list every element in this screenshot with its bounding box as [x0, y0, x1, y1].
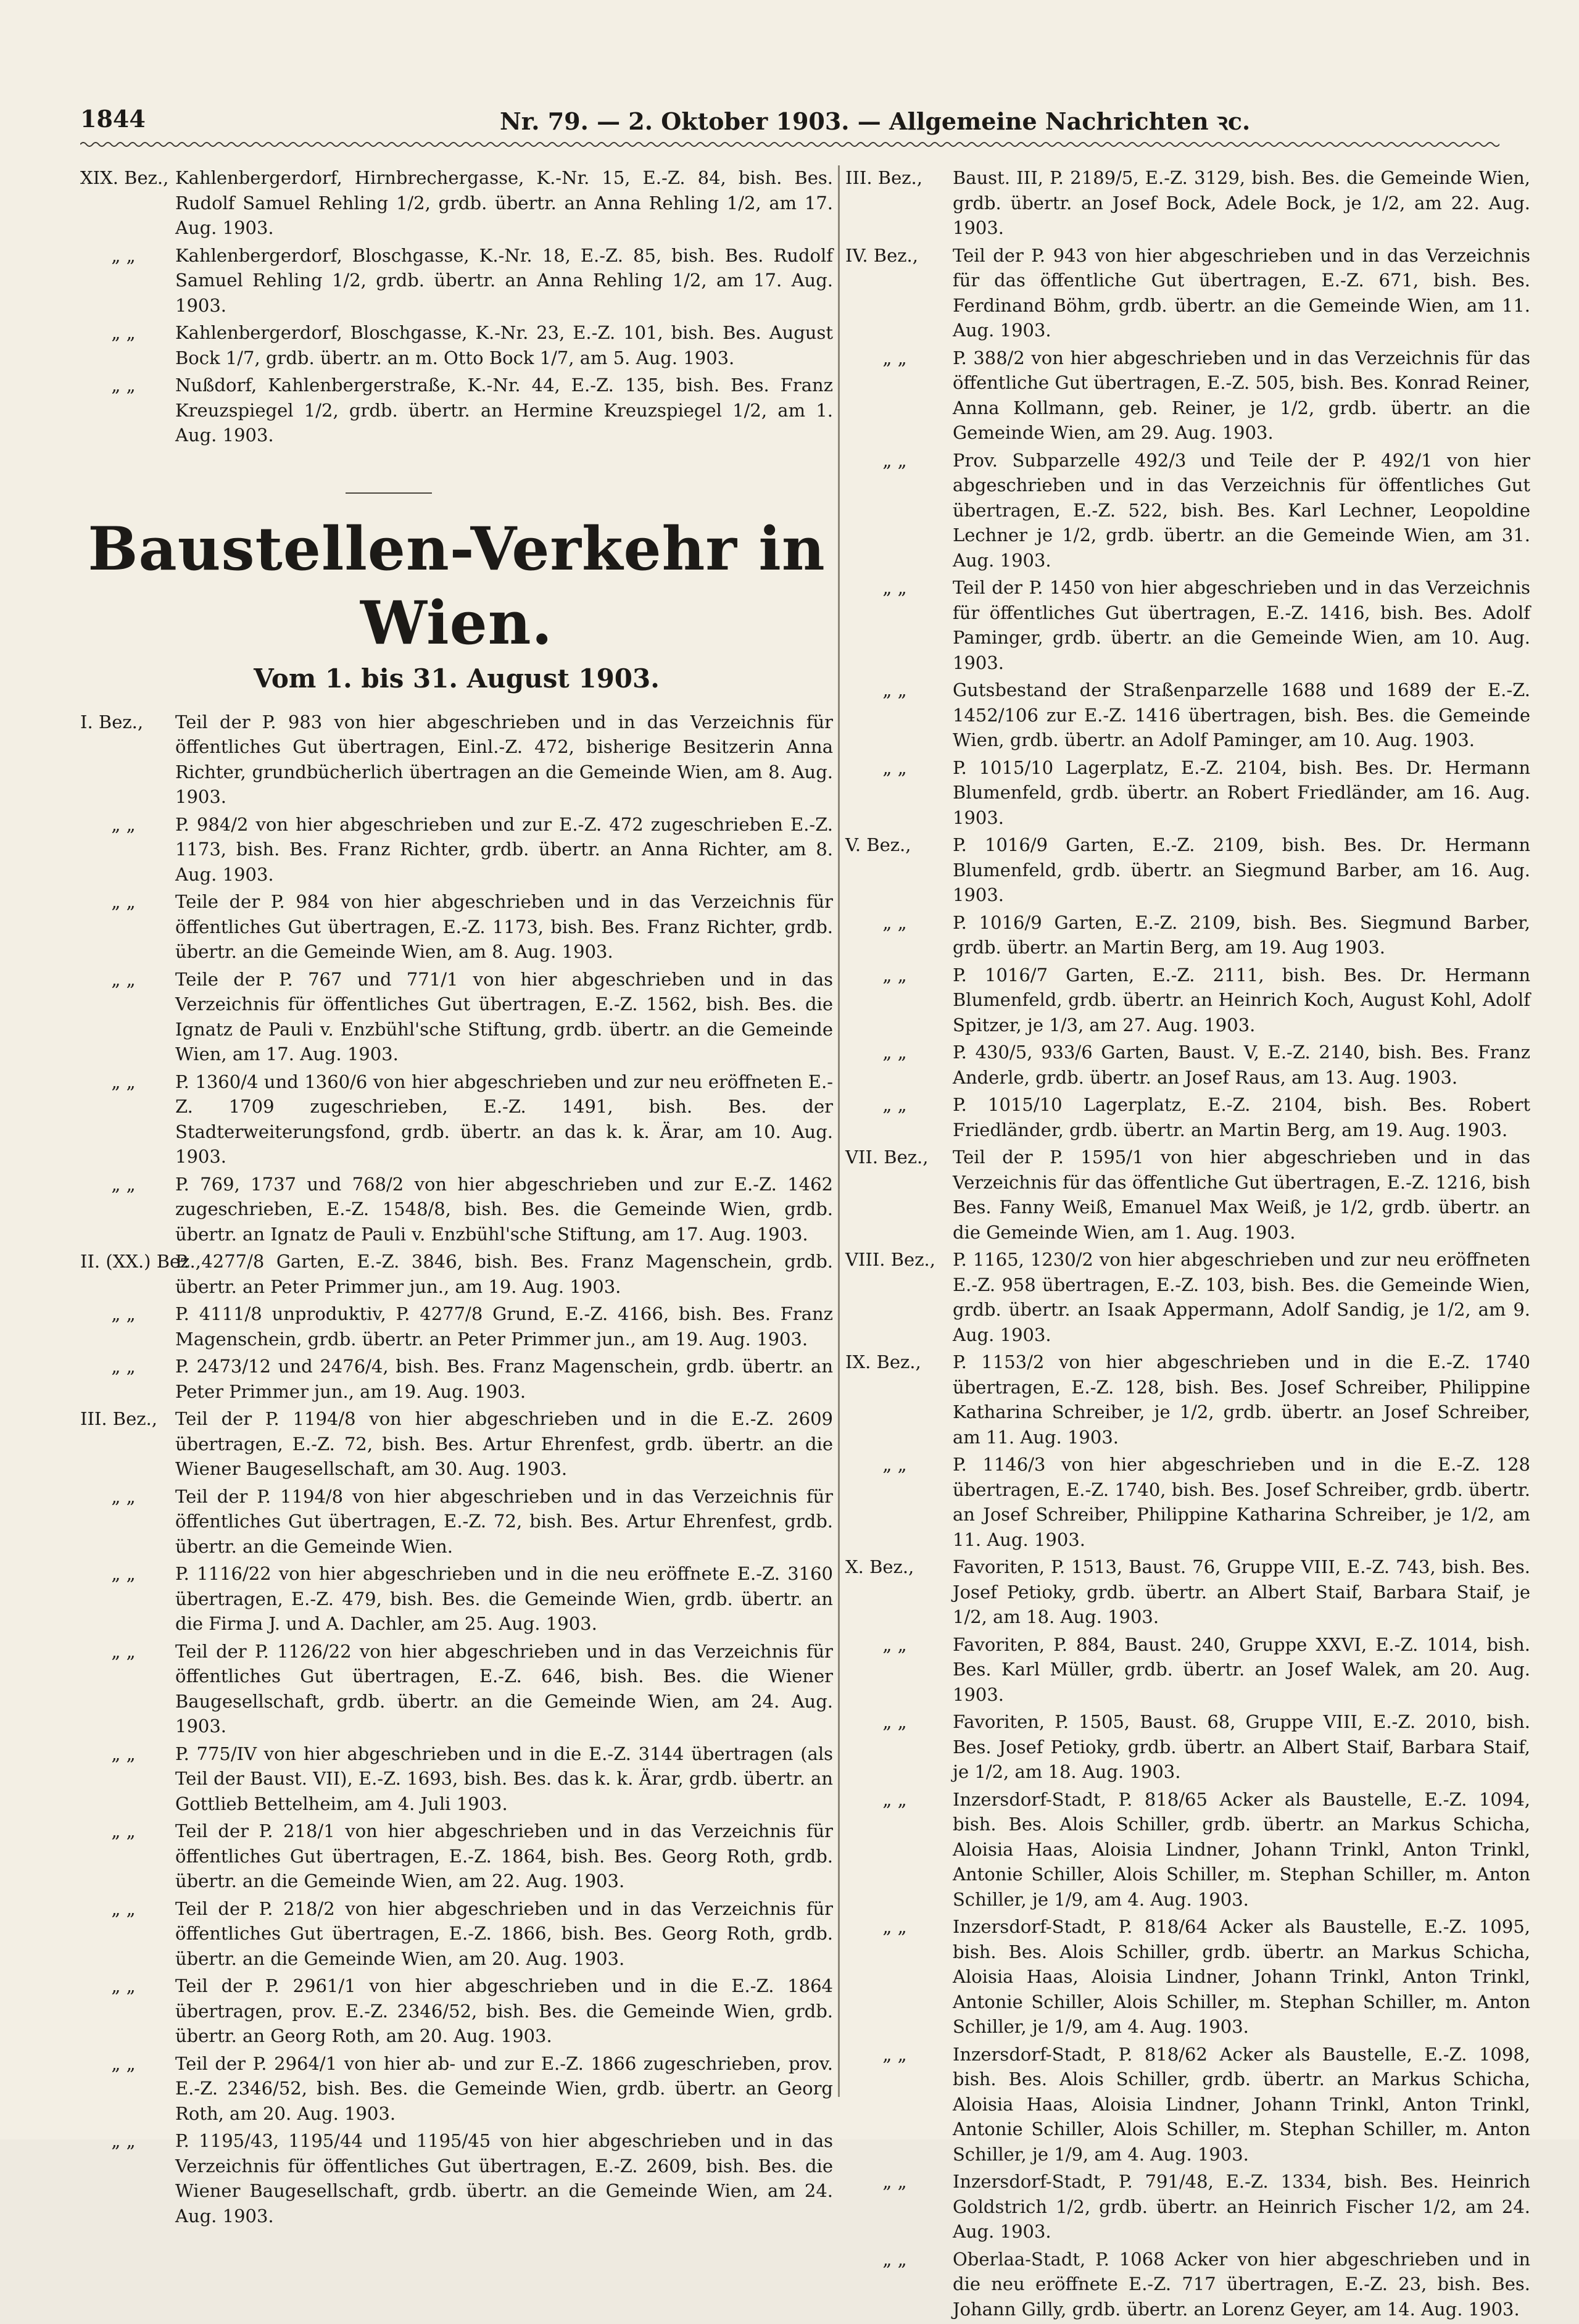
register-entry	[845, 2169, 1530, 2244]
register-entry	[80, 1819, 833, 1894]
district-label: III. Bez.,	[80, 1408, 157, 1429]
register-entry	[80, 812, 833, 887]
entry-text: Teil der P. 1595/1 von hier abgeschrieben und in das Verzeichnis für das öffentliche Gut übertragen, E.-Z. 1216, bish Bes. Fanny Weiß, Emanuel Max Weiß, je 1/2, grdb. übertr. an die Gemeinde Wien, am 1. Aug. 1903.	[953, 1147, 1530, 1243]
entry-text: Teil der P. 1194/8 von hier abgeschrieben und in die E.-Z. 2609 übertragen, E.-Z. 72, bish. Bes. Artur Ehrenfest, grdb. übertr. an die Wiener Baugesellschaft, am 30. Aug. 1903.	[175, 1408, 833, 1479]
left-entries	[80, 710, 833, 2229]
entry-text: Teil der P. 1450 von hier abgeschrieben und in das Verzeichnis für öffentliches Gut übertragen, E.-Z. 1416, bish. Bes. Adolf Paminger, grdb. übertr. an die Gemeinde Wien, am 10. Aug. 1903.	[953, 577, 1530, 673]
right-column	[845, 165, 1530, 2324]
district-label: „ „	[111, 2130, 136, 2151]
entry-text: Teil der P. 218/2 von hier abgeschrieben und in das Verzeichnis für öffentliches Gut übertragen, E.-Z. 1866, bish. Bes. Georg Roth, grdb. übertr. an die Gemeinde Wien, am 20. Aug. 1903.	[175, 1898, 833, 1969]
entry-text: Favoriten, P. 1513, Baust. 76, Gruppe VIII, E.-Z. 743, bish. Bes. Josef Petioky, grdb. übertr. an Albert Staif, Barbara Staif, je 1/2, am 18. Aug. 1903.	[953, 1556, 1530, 1627]
district-label: „ „	[882, 347, 907, 368]
section-heading	[80, 492, 833, 697]
district-label: „ „	[882, 1711, 907, 1732]
district-label: „ „	[111, 375, 136, 396]
entry-text: Gutsbestand der Straßenparzelle 1688 und 1689 der E.-Z. 1452/106 zur E.-Z. 1416 übertragen, bish. Bes. die Gemeinde Wien, grdb. übertr. an Adolf Paminger, am 10. Aug. 1903.	[953, 679, 1530, 750]
register-entry	[80, 710, 833, 810]
entry-text: Teil der P. 2964/1 von hier ab- und zur E.-Z. 1866 zugeschrieben, prov. E.-Z. 2346/52, bish. Bes. die Gemeinde Wien, grdb. übertr. an Georg Roth, am 20. Aug. 1903.	[175, 2052, 833, 2124]
left-column	[80, 165, 833, 2231]
entry-text: P. 984/2 von hier abgeschrieben und zur E.-Z. 472 zugeschrieben E.-Z. 1173, bish. Bes. Franz Richter, grdb. übertr. an Anna Richter, am 8. Aug. 1903.	[175, 813, 833, 885]
register-entry	[845, 243, 1530, 343]
district-label: „ „	[111, 322, 136, 343]
entry-text: Oberlaa-Stadt, P. 1068 Acker von hier abgeschrieben und in die neu eröffnete E.-Z. 717 übertragen, E.-Z. 23, bish. Bes. Johann Gilly, grdb. übertr. an Lorenz Geyer, am 14. Aug. 1903.	[953, 2248, 1530, 2320]
entry-text: Baust. III, P. 2189/5, E.-Z. 3129, bish. Bes. die Gemeinde Wien, grdb. übertr. an Josef Bock, Adele Bock, je 1/2, am 22. Aug. 1903.	[953, 167, 1530, 238]
district-label: „ „	[882, 2248, 907, 2270]
entry-text: Prov. Subparzelle 492/3 und Teile der P. 492/1 von hier abgeschrieben und in das Verzeichnis für öffentliches Gut übertragen, E.-Z. 522, bish. Bes. Karl Lechner, Leopoldine Lechner je 1/2, grdb. übertr. an die Gemeinde Wien, am 31. Aug. 1903.	[953, 449, 1530, 571]
register-entry	[80, 1741, 833, 1817]
page-number: 1844	[80, 105, 146, 133]
entry-text: Teil der P. 1194/8 von hier abgeschrieben und in das Verzeichnis für öffentliches Gut übertragen, E.-Z. 72, bish. Bes. Artur Ehrenfest, grdb. übertr. an die Gemeinde Wien.	[175, 1485, 833, 1557]
district-label: „ „	[111, 1820, 136, 1841]
district-label: „ „	[111, 1071, 136, 1092]
wavy-header-rule	[80, 141, 1499, 148]
entry-text: Teile der P. 984 von hier abgeschrieben und in das Verzeichnis für öffentliches Gut übertragen, E.-Z. 1173, bish. Bes. Franz Richter, grdb. übertr. an die Gemeinde Wien, am 8. Aug. 1903.	[175, 891, 833, 962]
register-entry	[845, 1145, 1530, 1245]
district-label: VII. Bez.,	[845, 1147, 929, 1168]
register-entry	[845, 575, 1530, 675]
district-label: „ „	[111, 1563, 136, 1584]
register-entry	[845, 2247, 1530, 2322]
district-label: „ „	[882, 449, 907, 471]
register-entry	[845, 678, 1530, 753]
district-label: „ „	[111, 1303, 136, 1324]
district-label: X. Bez.,	[845, 1556, 914, 1577]
register-entry	[80, 1301, 833, 1351]
entry-text: Inzersdorf-Stadt, P. 818/62 Acker als Baustelle, E.-Z. 1098, bish. Bes. Alois Schiller, grdb. übertr. an Markus Schicha, Aloisia Haas, Aloisia Lindner, Johann Trinkl, Anton Trinkl, Antonie Schiller, Alois Schiller, m. Stephan Schiller, m. Anton Schiller, je 1/9, am 4. Aug. 1903.	[953, 2043, 1530, 2165]
register-entry	[845, 1554, 1530, 1630]
district-label: „ „	[111, 968, 136, 990]
right-entries	[845, 165, 1530, 2322]
entry-text: Favoriten, P. 884, Baust. 240, Gruppe XXVI, E.-Z. 1014, bish. Bes. Karl Müller, grdb. übertr. an Josef Walek, am 20. Aug. 1903.	[953, 1633, 1530, 1705]
entry-text: Teil der P. 943 von hier abgeschrieben und in das Verzeichnis für das öffentliche Gut übertragen, E.-Z. 671, bish. Bes. Ferdinand Böhm, grdb. übertr. an die Gemeinde Wien, am 11. Aug. 1903.	[953, 244, 1530, 341]
entry-text: Kahlenbergerdorf, Bloschgasse, K.-Nr. 23, E.-Z. 101, bish. Bes. August Bock 1/7, grdb. übertr. an m. Otto Bock 1/7, am 5. Aug. 1903.	[175, 322, 833, 368]
district-label: „ „	[111, 813, 136, 835]
district-label: „ „	[111, 891, 136, 912]
district-label: „ „	[882, 964, 907, 986]
register-entry	[80, 1069, 833, 1169]
district-label: IX. Bez.,	[845, 1351, 921, 1372]
register-entry	[845, 1452, 1530, 1552]
district-label: „ „	[111, 244, 136, 266]
district-label: „ „	[882, 911, 907, 933]
district-label: V. Bez.,	[845, 834, 911, 855]
register-entry	[845, 1350, 1530, 1450]
register-entry	[845, 165, 1530, 241]
district-label: „ „	[882, 1916, 907, 1937]
register-entry	[80, 1484, 833, 1559]
register-entry	[80, 2128, 833, 2228]
register-entry	[80, 165, 833, 241]
section-title: Baustellen-Verkehr in Wien.	[88, 513, 826, 658]
register-entry	[845, 448, 1530, 573]
district-label: „ „	[111, 1485, 136, 1507]
district-label: „ „	[111, 1173, 136, 1195]
district-label: „ „	[882, 679, 907, 700]
entry-text: Inzersdorf-Stadt, P. 818/64 Acker als Baustelle, E.-Z. 1095, bish. Bes. Alois Schiller, grdb. übertr. an Markus Schicha, Aloisia Haas, Aloisia Lindner, Johann Trinkl, Anton Trinkl, Antonie Schiller, Alois Schiller, m. Stephan Schiller, m. Anton Schiller, je 1/9, am 4. Aug. 1903.	[953, 1916, 1530, 2037]
district-label: „ „	[882, 1454, 907, 1475]
running-head: Nr. 79. — 2. Oktober 1903. — Allgemeine Nachrichten ꝛc.	[500, 107, 1251, 135]
entry-text: P. 1360/4 und 1360/6 von hier abgeschrieben und zur neu eröffneten E.-Z. 1709 zugeschrieben, E.-Z. 1491, bish. Bes. der Stadterweiterungsfond, grdb. übertr. an das k. k. Ärar, am 10. Aug. 1903.	[175, 1071, 833, 1167]
entry-text: Teile der P. 767 und 771/1 von hier abgeschrieben und in das Verzeichnis für öffentliches Gut übertragen, E.-Z. 1562, bish. Bes. die Ignatz de Pauli v. Enzbühl'sche Stiftung, grdb. übertr. an die Gemeinde Wien, am 17. Aug. 1903.	[175, 968, 833, 1064]
entry-text: P. 1015/10 Lagerplatz, E.-Z. 2104, bish. Bes. Dr. Hermann Blumenfeld, grdb. übertr. an Robert Friedländer, am 16. Aug. 1903.	[953, 757, 1530, 828]
register-entry	[845, 1632, 1530, 1708]
district-label: „ „	[111, 1975, 136, 1996]
entry-text: Kahlenbergerdorf, Bloschgasse, K.-Nr. 18, E.-Z. 85, bish. Bes. Rudolf Samuel Rehling 1/2, grdb. übertr. an Anna Rehling 1/2, am 17. Aug. 1903.	[175, 244, 833, 316]
register-entry	[845, 1787, 1530, 1912]
register-entry	[80, 1172, 833, 1247]
entry-text: Inzersdorf-Stadt, P. 791/48, E.-Z. 1334, bish. Bes. Heinrich Goldstrich 1/2, grdb. übertr. an Heinrich Fischer 1/2, am 24. Aug. 1903.	[953, 2171, 1530, 2242]
register-entry	[845, 1247, 1530, 1347]
register-entry	[845, 963, 1530, 1038]
register-entry	[80, 1354, 833, 1404]
register-entry	[80, 889, 833, 965]
register-entry	[845, 755, 1530, 831]
register-entry	[80, 1639, 833, 1739]
district-label: „ „	[882, 2043, 907, 2065]
register-entry	[845, 1709, 1530, 1785]
district-label: II. (XX.) Bez.,	[80, 1251, 201, 1272]
entry-text: P. 2473/12 und 2476/4, bish. Bes. Franz Magenschein, grdb. übertr. an Peter Primmer jun., am 19. Aug. 1903.	[175, 1356, 833, 1402]
entry-text: P. 388/2 von hier abgeschrieben und in das Verzeichnis für das öffentliche Gut übertragen, E.-Z. 505, bish. Bes. Konrad Reiner, Anna Kollmann, geb. Reiner, je 1/2, grdb. übertr. an die Gemeinde Wien, am 29. Aug. 1903.	[953, 347, 1530, 443]
district-label: „ „	[882, 577, 907, 598]
district-label: „ „	[882, 1788, 907, 1810]
district-label: I. Bez.,	[80, 711, 144, 732]
entry-text: P. 4111/8 unproduktiv, P. 4277/8 Grund, E.-Z. 4166, bish. Bes. Franz Magenschein, grdb. übertr. an Peter Primmer jun., am 19. Aug. 1903.	[175, 1303, 833, 1350]
entry-text: P. 1146/3 von hier abgeschrieben und in die E.-Z. 128 übertragen, E.-Z. 1740, bish. Bes. Josef Schreiber, grdb. übertr. an Josef Schreiber, Philippine Katharina Schreiber, je 1/2, am 11. Aug. 1903.	[953, 1454, 1530, 1550]
district-label: „ „	[882, 1094, 907, 1115]
district-label: „ „	[111, 1640, 136, 1662]
district-label: „ „	[111, 1743, 136, 1764]
column-divider	[838, 165, 840, 2097]
district-label: VIII. Bez.,	[845, 1249, 935, 1270]
district-label: „ „	[882, 1633, 907, 1655]
district-label: IV. Bez.,	[845, 244, 918, 266]
entry-text: Kahlenbergerdorf, Hirnbrechergasse, K.-Nr. 15, E.-Z. 84, bish. Bes. Rudolf Samuel Rehling 1/2, grdb. übertr. an Anna Rehling 1/2, am 17. Aug. 1903.	[175, 167, 833, 238]
entry-text: P. 775/IV von hier abgeschrieben und in die E.-Z. 3144 übertragen (als Teil der Baust. VII), E.-Z. 1693, bish. Bes. das k. k. Ärar, grdb. übertr. an Gottlieb Bettelheim, am 4. Juli 1903.	[175, 1743, 833, 1814]
entry-text: Inzersdorf-Stadt, P. 818/65 Acker als Baustelle, E.-Z. 1094, bish. Bes. Alois Schiller, grdb. übertr. an Markus Schicha, Aloisia Haas, Aloisia Lindner, Johann Trinkl, Anton Trinkl, Antonie Schiller, Alois Schiller, m. Stephan Schiller, m. Anton Schiller, je 1/9, am 4. Aug. 1903.	[953, 1788, 1530, 1910]
entry-text: Teil der P. 218/1 von hier abgeschrieben und in das Verzeichnis für öffentliches Gut übertragen, E.-Z. 1864, bish. Bes. Georg Roth, grdb. übertr. an die Gemeinde Wien, am 22. Aug. 1903.	[175, 1820, 833, 1891]
entry-text: P. 1153/2 von hier abgeschrieben und in die E.-Z. 1740 übertragen, E.-Z. 128, bish. Bes. Josef Schreiber, Philippine Katharina Schreiber, je 1/2, grdb. übertr. an Josef Schreiber, am 11. Aug. 1903.	[953, 1351, 1530, 1448]
entry-text: Teil der P. 983 von hier abgeschrieben und in das Verzeichnis für öffentliches Gut übertragen, Einl.-Z. 472, bisherige Besitzerin Anna Richter, grundbücherlich übertragen an die Gemeinde Wien, am 8. Aug. 1903.	[175, 711, 833, 807]
entry-text: P. 1016/7 Garten, E.-Z. 2111, bish. Bes. Dr. Hermann Blumenfeld, grdb. übertr. an Heinrich Koch, August Kohl, Adolf Spitzer, je 1/3, am 27. Aug. 1903.	[953, 964, 1530, 1035]
entry-text: P. 4277/8 Garten, E.-Z. 3846, bish. Bes. Franz Magenschein, grdb. übertr. an Peter Primmer jun., am 19. Aug. 1903.	[175, 1251, 833, 1297]
entry-text: P. 1015/10 Lagerplatz, E.-Z. 2104, bish. Bes. Robert Friedländer, grdb. übertr. an Martin Berg, am 19. Aug. 1903.	[953, 1094, 1530, 1140]
register-entry	[80, 1406, 833, 1482]
register-entry	[80, 1561, 833, 1637]
entry-text: P. 1016/9 Garten, E.-Z. 2109, bish. Bes. Siegmund Barber, grdb. übertr. an Martin Berg, am 19. Aug 1903.	[953, 911, 1530, 958]
register-entry	[845, 832, 1530, 908]
register-entry	[80, 373, 833, 448]
register-entry	[80, 320, 833, 370]
district-label: „ „	[882, 1042, 907, 1063]
register-entry	[845, 346, 1530, 446]
register-entry	[80, 1249, 833, 1299]
register-entry	[845, 910, 1530, 960]
district-label: „ „	[111, 1898, 136, 1919]
entry-text: Favoriten, P. 1505, Baust. 68, Gruppe VIII, E.-Z. 2010, bish. Bes. Josef Petioky, grdb. übertr. an Albert Staif, Barbara Staif, je 1/2, am 18. Aug. 1903.	[953, 1711, 1530, 1782]
entry-text: Teil der P. 2961/1 von hier abgeschrieben und in die E.-Z. 1864 übertragen, prov. E.-Z. 2346/52, bish. Bes. die Gemeinde Wien, grdb. übertr. an Georg Roth, am 20. Aug. 1903.	[175, 1975, 833, 2046]
register-entry	[845, 2042, 1530, 2167]
entry-text: P. 1016/9 Garten, E.-Z. 2109, bish. Bes. Dr. Hermann Blumenfeld, grdb. übertr. an Siegmund Barber, am 16. Aug. 1903.	[953, 834, 1530, 905]
entry-text: Teil der P. 1126/22 von hier abgeschrieben und in das Verzeichnis für öffentliches Gut übertragen, E.-Z. 646, bish. Bes. die Wiener Baugesellschaft, grdb. übertr. an die Gemeinde Wien, am 24. Aug. 1903.	[175, 1640, 833, 1737]
district-label: XIX. Bez.,	[80, 167, 169, 188]
entry-text: P. 1116/22 von hier abgeschrieben und in die neu eröffnete E.-Z. 3160 übertragen, E.-Z. 479, bish. Bes. die Gemeinde Wien, grdb. übertr. an die Firma J. und A. Dachler, am 25. Aug. 1903.	[175, 1563, 833, 1634]
entry-text: P. 1165, 1230/2 von hier abgeschrieben und zur neu eröffneten E.-Z. 958 übertragen, E.-Z. 103, bish. Bes. die Gemeinde Wien, grdb. übertr. an Isaak Appermann, Adolf Sandig, je 1/2, am 9. Aug. 1903.	[953, 1249, 1530, 1345]
district-label: „ „	[111, 2052, 136, 2074]
district-label: III. Bez.,	[845, 167, 922, 188]
register-entry	[80, 243, 833, 318]
register-entry	[845, 1040, 1530, 1090]
register-entry	[845, 1914, 1530, 2040]
entry-text: Nußdorf, Kahlenbergerstraße, K.-Nr. 44, E.-Z. 135, bish. Bes. Franz Kreuzspiegel 1/2, grdb. übertr. an Hermine Kreuzspiegel 1/2, am 1. Aug. 1903.	[175, 375, 833, 446]
section-subtitle: Vom 1. bis 31. August 1903.	[254, 663, 660, 694]
intro-entries	[80, 165, 833, 448]
section-divider	[346, 492, 432, 494]
district-label: „ „	[882, 757, 907, 778]
register-entry	[80, 967, 833, 1067]
entry-text: P. 769, 1737 und 768/2 von hier abgeschrieben und zur E.-Z. 1462 zugeschrieben, E.-Z. 1548/8, bish. Bes. die Gemeinde Wien, grdb. übertr. an Ignatz de Pauli v. Enzbühl'sche Stiftung, am 17. Aug. 1903.	[175, 1173, 833, 1245]
register-entry	[80, 1896, 833, 1972]
entry-text: P. 430/5, 933/6 Garten, Baust. V, E.-Z. 2140, bish. Bes. Franz Anderle, grdb. übertr. an Josef Raus, am 13. Aug. 1903.	[953, 1042, 1530, 1088]
register-entry	[80, 2051, 833, 2127]
entry-text: P. 1195/43, 1195/44 und 1195/45 von hier abgeschrieben und in das Verzeichnis für öffentliches Gut übertragen, E.-Z. 2609, bish. Bes. die Wiener Baugesellschaft, grdb. übertr. an die Gemeinde Wien, am 24. Aug. 1903.	[175, 2130, 833, 2226]
register-entry	[845, 1092, 1530, 1142]
register-entry	[80, 1973, 833, 2049]
district-label: „ „	[882, 2171, 907, 2192]
district-label: „ „	[111, 1356, 136, 1377]
